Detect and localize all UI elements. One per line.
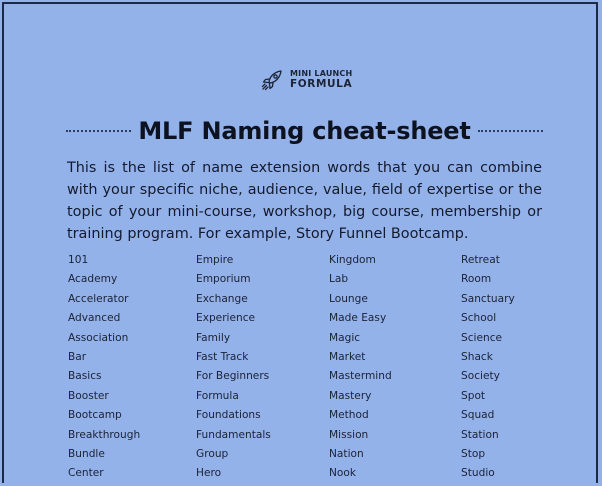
list-item: Bundle [68, 447, 105, 460]
list-item: Advanced [68, 312, 121, 325]
list-item: Nook [329, 467, 357, 480]
list-item: Academy [68, 273, 118, 286]
list-item: Sanctuary [461, 292, 515, 305]
list-item: Family [196, 331, 231, 344]
list-item: Association [68, 331, 129, 344]
list-item: Booster [68, 389, 109, 402]
list-item: Science [461, 331, 503, 344]
list-item: Market [329, 350, 366, 363]
logo-line-1: MINI LAUNCH [290, 69, 353, 79]
list-item: Bootcamp [68, 409, 122, 422]
list-item: 101 [68, 254, 89, 266]
list-item: Mission [329, 428, 369, 441]
list-item: Room [461, 273, 492, 286]
list-item: Experience [196, 312, 256, 325]
list-item: Made Easy [329, 312, 387, 325]
list-item: Method [329, 409, 369, 422]
list-item: Lab [329, 273, 349, 286]
rocket-icon [260, 68, 284, 92]
list-item: Spot [461, 389, 486, 402]
list-item: Hero [196, 467, 222, 480]
list-item: Mastermind [329, 370, 392, 383]
list-item: Fast Track [196, 350, 249, 363]
list-item: Society [461, 370, 500, 383]
logo-line-2: FORMULA [290, 78, 353, 91]
word-column-4 [461, 253, 515, 486]
list-item: Bar [68, 350, 87, 363]
list-item: Magic [329, 331, 361, 344]
list-item: Stop [461, 447, 486, 460]
list-item: Station [461, 428, 499, 441]
list-item: Basics [68, 370, 102, 383]
list-item: Mastery [329, 389, 372, 402]
word-column-2 [196, 253, 271, 486]
word-column-1 [68, 253, 140, 486]
dotted-rule-left [66, 130, 131, 132]
list-item: Retreat [461, 254, 500, 266]
list-item: Formula [196, 389, 239, 402]
list-item: Kingdom [329, 254, 376, 266]
list-item: Nation [329, 447, 364, 460]
list-item: Center [68, 467, 104, 480]
list-item: Lounge [329, 292, 368, 305]
intro-paragraph: This is the list of name extension words that you can combine with your specific niche, audience, value, field of expertise or the topic of your mini-course, workshop, big course, membership or training program. For example, Story Funnel Bootcamp. [67, 160, 542, 242]
list-item: Breakthrough [68, 428, 141, 441]
list-item: Squad [461, 409, 495, 422]
list-item: Shack [461, 350, 493, 363]
list-item: Empire [196, 254, 234, 266]
list-item: Fundamentals [196, 428, 271, 441]
list-item: Studio [461, 467, 495, 480]
list-item: Accelerator [68, 292, 129, 305]
cheat-sheet-page [2, 2, 598, 483]
page-title: MLF Naming cheat-sheet [138, 117, 471, 145]
logo-wordmark [290, 70, 352, 90]
dotted-rule-right [478, 130, 543, 132]
list-item: Exchange [196, 292, 248, 305]
list-item: Group [196, 447, 229, 460]
list-item: School [461, 312, 497, 325]
title-row [66, 114, 543, 148]
list-item: For Beginners [196, 370, 270, 383]
brand-logo [260, 68, 352, 92]
list-item: Emporium [196, 273, 251, 286]
word-column-3 [329, 253, 392, 486]
list-item: Foundations [196, 409, 261, 422]
